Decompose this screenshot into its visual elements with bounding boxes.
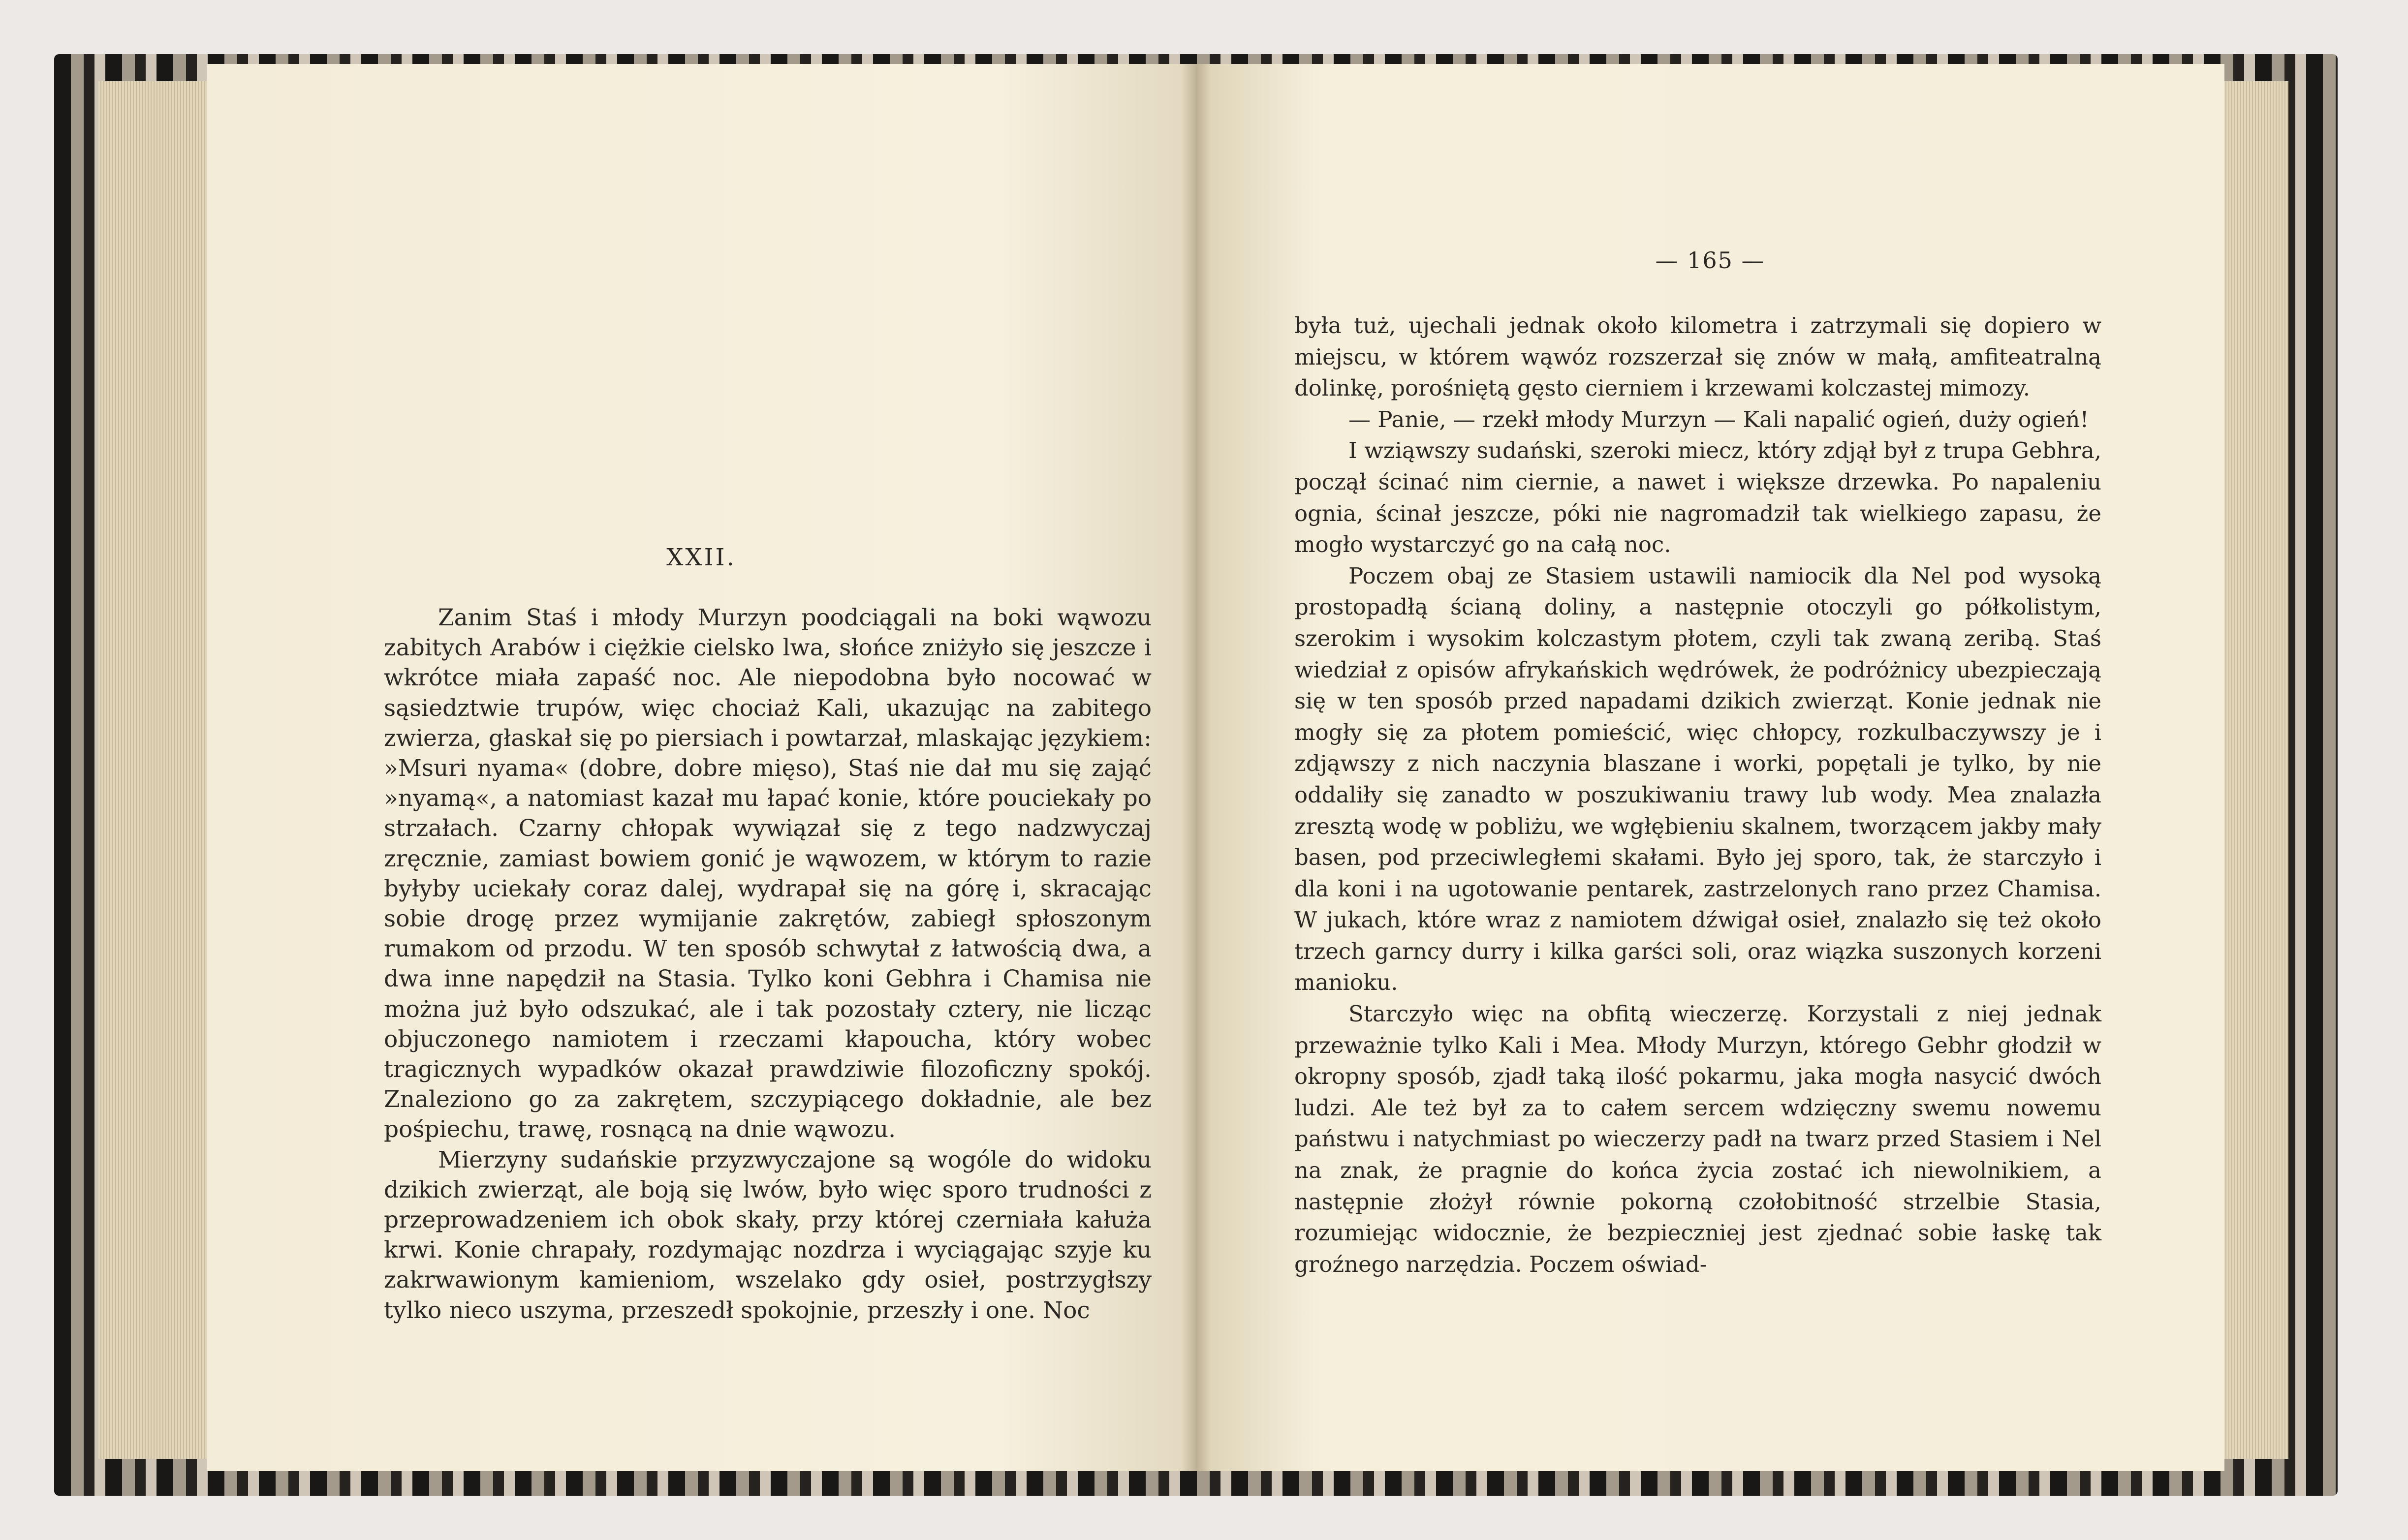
paragraph: I wziąwszy sudański, szeroki miecz, który zdjął był z trupa Gebhra, począł ścinać nim ciernie, a nawet i większe drzewka. Po napaleniu ognia, ścinał jeszcze, póki nie nagromadził tak wielkiego zapasu, że mogło wystarczyć go na całą noc.: [1294, 437, 2101, 558]
chapter-heading: XXII.: [666, 544, 736, 571]
left-page-text: [384, 603, 1152, 1325]
right-page: [1196, 64, 2224, 1471]
paragraph: — Panie, — rzekł młody Murzyn — Kali napalić ogień, duży ogień!: [1348, 406, 2089, 432]
right-page-text: [1294, 310, 2101, 1280]
paragraph: Zanim Staś i młody Murzyn poodciągali na boki wąwozu zabitych Arabów i ciężkie cielsko lwa, słońce zniżyło się jeszcze i wkrótce miała zapaść noc. Ale niepodobna było nocować w sąsiedztwie trupów, więc chociaż Kali, ukazując na zabitego zwierza, głaskał się po piersiach i powtarzał, mlaskając językiem: »Msuri nyama« (dobre, dobre mięso), Staś nie dał mu się zająć »nyamą«, a natomiast kazał mu łapać konie, które pouciekały po strzałach. Czarny chłopak wywiązał się z tego nadzwyczaj zręcznie, zamiast bowiem gonić je wąwozem, w którym to razie byłyby uciekały coraz dalej, wydrapał się na górę i, skracając sobie drogę przez wymijanie zakrętów, zabiegł spłoszonym rumakom od przodu. W ten sposób schwytał z łatwością dwa, a dwa inne napędził na Stasia. Tylko koni Gebhra i Chamisa nie można już było odszukać, ale i tak pozostały cztery, nie licząc objuczonego namiotem i rzeczami kłapoucha, który wobec tragicznych wypadków okazał prawdziwie filozoficzny spokój. Znaleziono go za zakrętem, szczypiącego dokładnie, ale bez pośpiechu, trawę, rosnącą na dnie wąwozu.: [384, 604, 1152, 1143]
page-number: — 165 —: [1655, 247, 1765, 274]
paragraph: Starczyło więc na obfitą wieczerzę. Korzystali z niej jednak przeważnie tylko Kali i Mea. Młody Murzyn, którego Gebhr głodził w okropny sposób, zjadł taką ilość pokarmu, jaka mogła nasycić dwóch ludzi. Ale też był za to całem sercem wdzięczny swemu nowemu państwu i natychmiast po wieczerzy padł na twarz przed Stasiem i Nel na znak, że pragnie do końca życia zostać ich niewolnikiem, a następnie złożył równie pokorną czołobitność strzelbie Stasia, rozumiejąc widocznie, że bezpieczniej jest zjednać sobie łaskę tak groźnego narzędzia. Poczem oświad-: [1294, 1001, 2101, 1277]
paragraph: Poczem obaj ze Stasiem ustawili namiocik dla Nel pod wysoką prostopadłą ścianą doliny, a następnie otoczyli go półkolistym, szerokim i wysokim kolczastym płotem, czyli tak zwaną zeribą. Staś wiedział z opisów afrykańskich wędrówek, że podróżnicy ubezpieczają się w ten sposób przed napadami dzikich zwierząt. Konie jednak nie mogły się za płotem pomieścić, więc chłopcy, rozkulbaczywszy je i zdjąwszy z nich naczynia blaszane i worki, popętali je tylko, by nie oddaliły się zanadto w poszukiwaniu trawy lub wody. Mea znalazła zresztą wodę w pobliżu, we wgłębieniu skalnem, tworzącem jakby mały basen, pod przeciwległemi skałami. Było jej sporo, tak, że starczyło i dla koni i na ugotowanie pentarek, zastrzelonych rano przez Chamisa. W jukach, które wraz z namiotem dźwigał osieł, znalazło się też około trzech garncy durry i kilka garści soli, oraz wiązka suszonych korzeni manioku.: [1294, 562, 2101, 996]
page-edges-right: [2215, 81, 2288, 1459]
paragraph: Mierzyny sudańskie przyzwyczajone są wogóle do widoku dzikich zwierząt, ale boją się lwów, było więc sporo trudności z przeprowadzeniem ich obok skały, przy której czerniała kałuża krwi. Konie chrapały, rozdymając nozdrza i wyciągając szyje ku zakrwawionym kamieniom, wszelako gdy osieł, postrzygłszy tylko nieco uszyma, przeszedł spokojnie, przeszły i one. Noc: [384, 1146, 1152, 1324]
left-page: [207, 64, 1196, 1471]
book-gutter: [1181, 64, 1211, 1471]
paragraph: była tuż, ujechali jednak około kilometra i zatrzymali się dopiero w miejscu, w którem wąwóz rozszerzał się znów w małą, amfiteatralną dolinkę, porośniętą gęsto cierniem i krzewami kolczastej mimozy.: [1294, 312, 2101, 401]
